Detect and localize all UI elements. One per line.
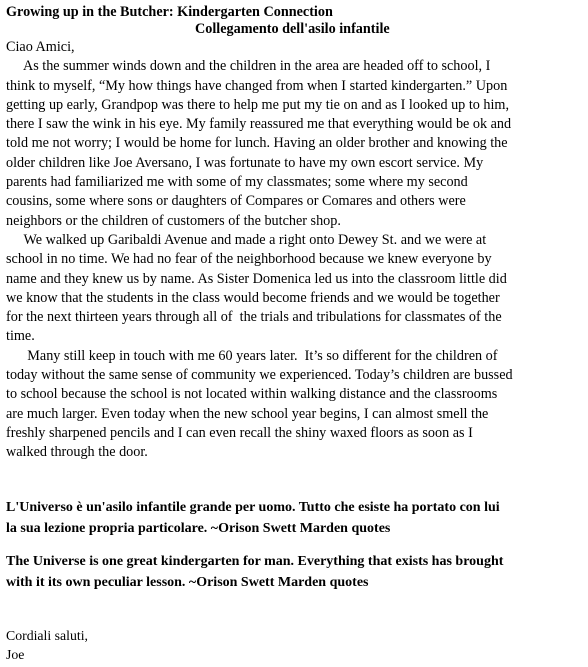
quote-line: L'Universo è un'asilo infantile grande per uomo. Tutto che esiste ha portato con lui [6, 499, 500, 515]
paragraph-line: freshly sharpened pencils and I can even recall the shiny waxed floors as soon as I [6, 424, 473, 441]
paragraph-line: parents had familiarized me with some of my classmates; some where my second [6, 174, 468, 191]
paragraph-line: there I saw the wink in his eye. My family reassured me that everything would be ok and [6, 116, 512, 133]
paragraph-line: today without the same sense of community we experienced. Today’s children are bussed [6, 367, 513, 384]
paragraph-line: to school because the school is not located within walking distance and the classrooms [6, 386, 498, 403]
paragraph-line: we know that the students in the class would become friends and we would be together [6, 289, 500, 306]
paragraph-line: getting up early, Grandpop was there to help me put my tie on and as I looked up to him, [6, 96, 510, 113]
paragraph-line: We walked up Garibaldi Avenue and made a right onto Dewey St. and we were at [6, 231, 487, 248]
paragraph-line: walked through the door. [6, 444, 148, 461]
sign-off [6, 626, 582, 664]
paragraph-line: told me not worry; I would be home for lunch. Having an older brother and knowing the [6, 135, 508, 152]
document-title: Growing up in the Butcher: Kindergarten Connection [6, 4, 333, 20]
paragraph-line: for the next thirteen years through all of the trials and tribulations for classmates of the [6, 309, 502, 326]
paragraph-line: think to myself, “My how things have changed from when I started kindergarten.” Upon [6, 77, 508, 94]
paragraph-line: cousins, some where sons or daughters of Compares or Comares and others were [6, 193, 466, 210]
paragraph-line: Many still keep in touch with me 60 years later. It’s so different for the children of [6, 347, 498, 364]
paragraph-line: As the summer winds down and the children in the area are headed off to school, I [6, 58, 491, 75]
paragraph-1 [6, 57, 582, 231]
paragraph-line: time. [6, 328, 35, 345]
paragraph-2 [6, 231, 582, 347]
quote-italian [6, 497, 582, 539]
document-subtitle: Collegamento dell'asilo infantile [195, 21, 390, 37]
spacer [6, 539, 582, 551]
quote-line: la sua lezione propria particolare. ~Orison Swett Marden quotes [6, 520, 391, 536]
signature: Joe [6, 646, 25, 662]
closing: Cordiali saluti, [6, 627, 89, 643]
letter-body [6, 38, 582, 463]
paragraph-line: older children like Joe Aversano, I was fortunate to have my own escort service. My [6, 154, 484, 171]
paragraph-line: school in no time. We had no fear of the neighborhood because we knew everyone by [6, 251, 492, 268]
greeting: Ciao Amici, [6, 39, 75, 55]
paragraph-line: neighbors or the children of customers of the butcher shop. [6, 212, 341, 229]
paragraph-line: are much larger. Even today when the new school year begins, I can almost smell the [6, 405, 489, 422]
quote-line: with it its own peculiar lesson. ~Orison Swett Marden quotes [6, 574, 369, 590]
quote-line: The Universe is one great kindergarten for man. Everything that exists has brought [6, 553, 504, 569]
quote-english [6, 551, 582, 593]
spacer [6, 463, 582, 497]
paragraph-line: name and they knew us by name. As Sister Domenica led us into the classroom little did [6, 270, 507, 287]
paragraph-3 [6, 347, 582, 463]
spacer [6, 593, 582, 626]
